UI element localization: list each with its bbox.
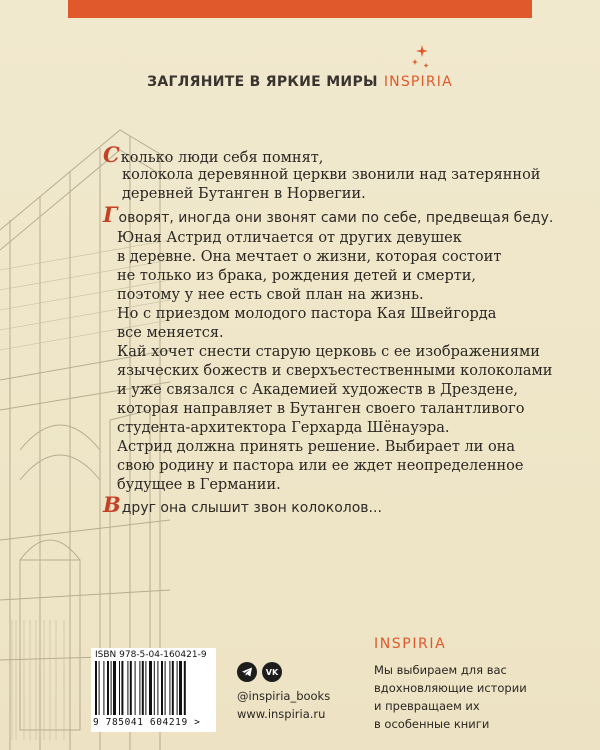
drop-cap: Г [103, 202, 118, 227]
drop-cap: В [103, 492, 121, 517]
blurb-line: Но с приездом молодого пастора Кая Швейгорда [117, 306, 497, 322]
barcode-stripe [142, 661, 144, 715]
blurb-line: Сколько люди себя помнят, [103, 142, 324, 167]
barcode-stripe [103, 661, 104, 715]
blurb-line: будущее в Германии. [117, 477, 281, 493]
barcode-stripe [99, 661, 100, 715]
blurb-line: деревней Бутанген в Норвегии. [122, 186, 366, 202]
blurb-line: Юная Астрид отличается от других девушек [117, 230, 462, 246]
barcode-stripe [121, 661, 123, 715]
barcode-stripe [177, 661, 178, 715]
telegram-icon[interactable] [237, 662, 257, 682]
barcode [91, 648, 216, 732]
barcode-stripe [107, 661, 109, 715]
barcode-stripe [179, 661, 182, 715]
barcode-stripe [113, 661, 116, 715]
blurb-line: Астрид должна принять решение. Выбирает ли она [117, 439, 515, 455]
barcode-stripe [149, 661, 152, 715]
barcode-stripe [161, 661, 163, 715]
blurb-line: свою родину и пастора или ее ждет неопределенное [117, 458, 524, 474]
vk-icon[interactable] [262, 662, 282, 682]
social-handle-link[interactable]: @inspiria_books [237, 689, 331, 703]
blurb-line: Говорят, иногда они звонят сами по себе, предвещая беду. [103, 202, 554, 227]
blurb-line: поэтому у нее есть свой план на жизнь. [117, 287, 424, 303]
barcode-stripe [169, 661, 170, 715]
tagline-text: ЗАГЛЯНИТЕ В ЯРКИЕ МИРЫ [147, 74, 378, 90]
barcode-stripe [184, 661, 186, 715]
barcode-stripe [119, 661, 120, 715]
barcode-stripe [154, 661, 155, 715]
social-links [237, 662, 282, 682]
blurb-line: Вдруг она слышит звон колоколов... [103, 492, 382, 517]
blurb-line: все меняется. [117, 325, 224, 341]
publisher-desc-line: и превращаем их [374, 699, 480, 713]
blurb-line: студента-архитектора Герхарда Шёнауэра. [117, 420, 450, 436]
barcode-stripe [139, 661, 140, 715]
publisher-desc-line: Мы выбираем для вас [374, 663, 507, 677]
vk-label: VK [265, 667, 279, 677]
barcode-stripe [172, 661, 174, 715]
blurb-line: в деревне. Она мечтает о жизни, которая состоит [117, 249, 502, 265]
publisher-desc-line: в особенные книги [374, 717, 490, 731]
ean-digits: 9 785041 604219 > [93, 717, 201, 728]
blurb-line: которая направляет в Бутанген своего талантливого [117, 401, 525, 417]
barcode-bars [95, 661, 212, 715]
publisher-description [374, 661, 527, 733]
barcode-stripe [135, 661, 136, 715]
blurb-line: колокола деревянной церкви звонили над затерянной [122, 167, 541, 183]
publisher-desc-line: вдохновляющие истории [374, 681, 527, 695]
barcode-stripe [127, 661, 128, 715]
barcode-stripe [95, 661, 97, 715]
drop-cap: С [103, 142, 120, 167]
telegram-glyph [241, 666, 253, 678]
tagline-brand: INSPIRIA [383, 74, 453, 90]
barcode-stripe [157, 661, 158, 715]
blurb-line: не только из брака, рождения детей и смерти, [117, 268, 477, 284]
blurb-line: Кай хочет снести старую церковь с ее изображениями [117, 344, 540, 360]
barcode-stripe [145, 661, 146, 715]
blurb-line: и уже связался с Академией художеств в Дрездене, [117, 382, 519, 398]
barcode-stripe [165, 661, 166, 715]
publisher-brand: INSPIRIA [374, 636, 447, 652]
website-link[interactable]: www.inspiria.ru [237, 707, 326, 721]
blurb-line: языческих божеств и сверхъестественными колоколами [117, 363, 553, 379]
barcode-stripe [130, 661, 132, 715]
barcode-stripe [111, 661, 112, 715]
isbn-label: ISBN 978-5-04-160421-9 [95, 650, 207, 660]
